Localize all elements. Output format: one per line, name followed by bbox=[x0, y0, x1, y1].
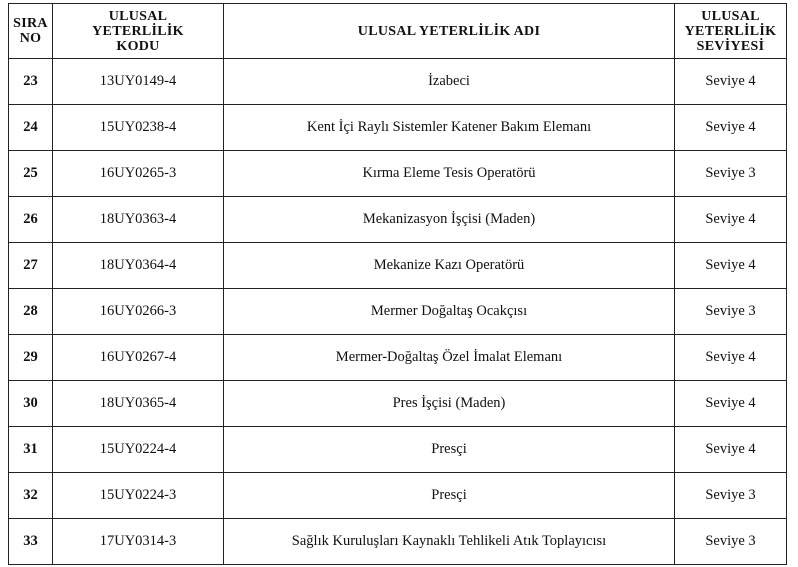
qualification-code: 17UY0314-3 bbox=[53, 519, 224, 565]
qualification-level: Seviye 3 bbox=[675, 151, 787, 197]
row-number: 29 bbox=[9, 335, 53, 381]
row-number: 31 bbox=[9, 427, 53, 473]
qualification-level: Seviye 4 bbox=[675, 197, 787, 243]
qualification-name: Mekanize Kazı Operatörü bbox=[224, 243, 675, 289]
qualification-code: 13UY0149-4 bbox=[53, 59, 224, 105]
qualification-level: Seviye 3 bbox=[675, 289, 787, 335]
qualification-code: 18UY0363-4 bbox=[53, 197, 224, 243]
qualifications-table bbox=[8, 3, 787, 565]
table-row bbox=[9, 243, 787, 289]
qualification-table-page bbox=[8, 3, 787, 565]
header-code-line-2: YETERLİLİK bbox=[92, 23, 184, 39]
qualification-code: 15UY0224-4 bbox=[53, 427, 224, 473]
header-qualification-name bbox=[224, 4, 675, 59]
header-level-line-3: SEVİYESİ bbox=[696, 38, 765, 54]
header-level-line-2: YETERLİLİK bbox=[684, 23, 777, 39]
row-number: 23 bbox=[9, 59, 53, 105]
row-number: 24 bbox=[9, 105, 53, 151]
qualification-code: 15UY0238-4 bbox=[53, 105, 224, 151]
qualification-name: İzabeci bbox=[224, 59, 675, 105]
qualification-code: 18UY0365-4 bbox=[53, 381, 224, 427]
qualification-level: Seviye 4 bbox=[675, 243, 787, 289]
header-qualification-code bbox=[53, 4, 224, 59]
qualification-level: Seviye 4 bbox=[675, 335, 787, 381]
table-body bbox=[9, 59, 787, 565]
table-row bbox=[9, 105, 787, 151]
table-row bbox=[9, 151, 787, 197]
qualification-level: Seviye 4 bbox=[675, 427, 787, 473]
qualification-level: Seviye 3 bbox=[675, 519, 787, 565]
row-number: 33 bbox=[9, 519, 53, 565]
header-level-line-1: ULUSAL bbox=[701, 8, 760, 24]
table-row bbox=[9, 335, 787, 381]
qualification-name: Mermer-Doğaltaş Özel İmalat Elemanı bbox=[224, 335, 675, 381]
qualification-code: 15UY0224-3 bbox=[53, 473, 224, 519]
row-number: 30 bbox=[9, 381, 53, 427]
qualification-name: Presçi bbox=[224, 427, 675, 473]
header-sira-line-2: NO bbox=[19, 31, 42, 46]
table-row bbox=[9, 197, 787, 243]
header-sira-line-1: SIRA bbox=[13, 16, 48, 31]
qualification-level: Seviye 3 bbox=[675, 473, 787, 519]
qualification-name: Mermer Doğaltaş Ocakçısı bbox=[224, 289, 675, 335]
table-header bbox=[9, 4, 787, 59]
header-qualification-level bbox=[675, 4, 787, 59]
table-row bbox=[9, 381, 787, 427]
header-name-text: ULUSAL YETERLİLİK ADI bbox=[357, 23, 541, 39]
qualification-name: Kent İçi Raylı Sistemler Katener Bakım Elemanı bbox=[224, 105, 675, 151]
table-row bbox=[9, 59, 787, 105]
row-number: 28 bbox=[9, 289, 53, 335]
table-row bbox=[9, 473, 787, 519]
qualification-level: Seviye 4 bbox=[675, 59, 787, 105]
header-row bbox=[9, 4, 787, 59]
qualification-name: Presçi bbox=[224, 473, 675, 519]
table-row bbox=[9, 519, 787, 565]
qualification-name: Pres İşçisi (Maden) bbox=[224, 381, 675, 427]
qualification-level: Seviye 4 bbox=[675, 105, 787, 151]
qualification-name: Sağlık Kuruluşları Kaynaklı Tehlikeli Atık Toplayıcısı bbox=[224, 519, 675, 565]
row-number: 25 bbox=[9, 151, 53, 197]
header-sira-no bbox=[9, 4, 53, 59]
table-row bbox=[9, 289, 787, 335]
row-number: 32 bbox=[9, 473, 53, 519]
header-code-line-3: KODU bbox=[116, 38, 160, 54]
row-number: 27 bbox=[9, 243, 53, 289]
qualification-code: 16UY0267-4 bbox=[53, 335, 224, 381]
header-code-line-1: ULUSAL bbox=[108, 8, 168, 24]
row-number: 26 bbox=[9, 197, 53, 243]
qualification-level: Seviye 4 bbox=[675, 381, 787, 427]
qualification-code: 16UY0265-3 bbox=[53, 151, 224, 197]
qualification-code: 18UY0364-4 bbox=[53, 243, 224, 289]
qualification-name: Mekanizasyon İşçisi (Maden) bbox=[224, 197, 675, 243]
qualification-name: Kırma Eleme Tesis Operatörü bbox=[224, 151, 675, 197]
table-row bbox=[9, 427, 787, 473]
qualification-code: 16UY0266-3 bbox=[53, 289, 224, 335]
